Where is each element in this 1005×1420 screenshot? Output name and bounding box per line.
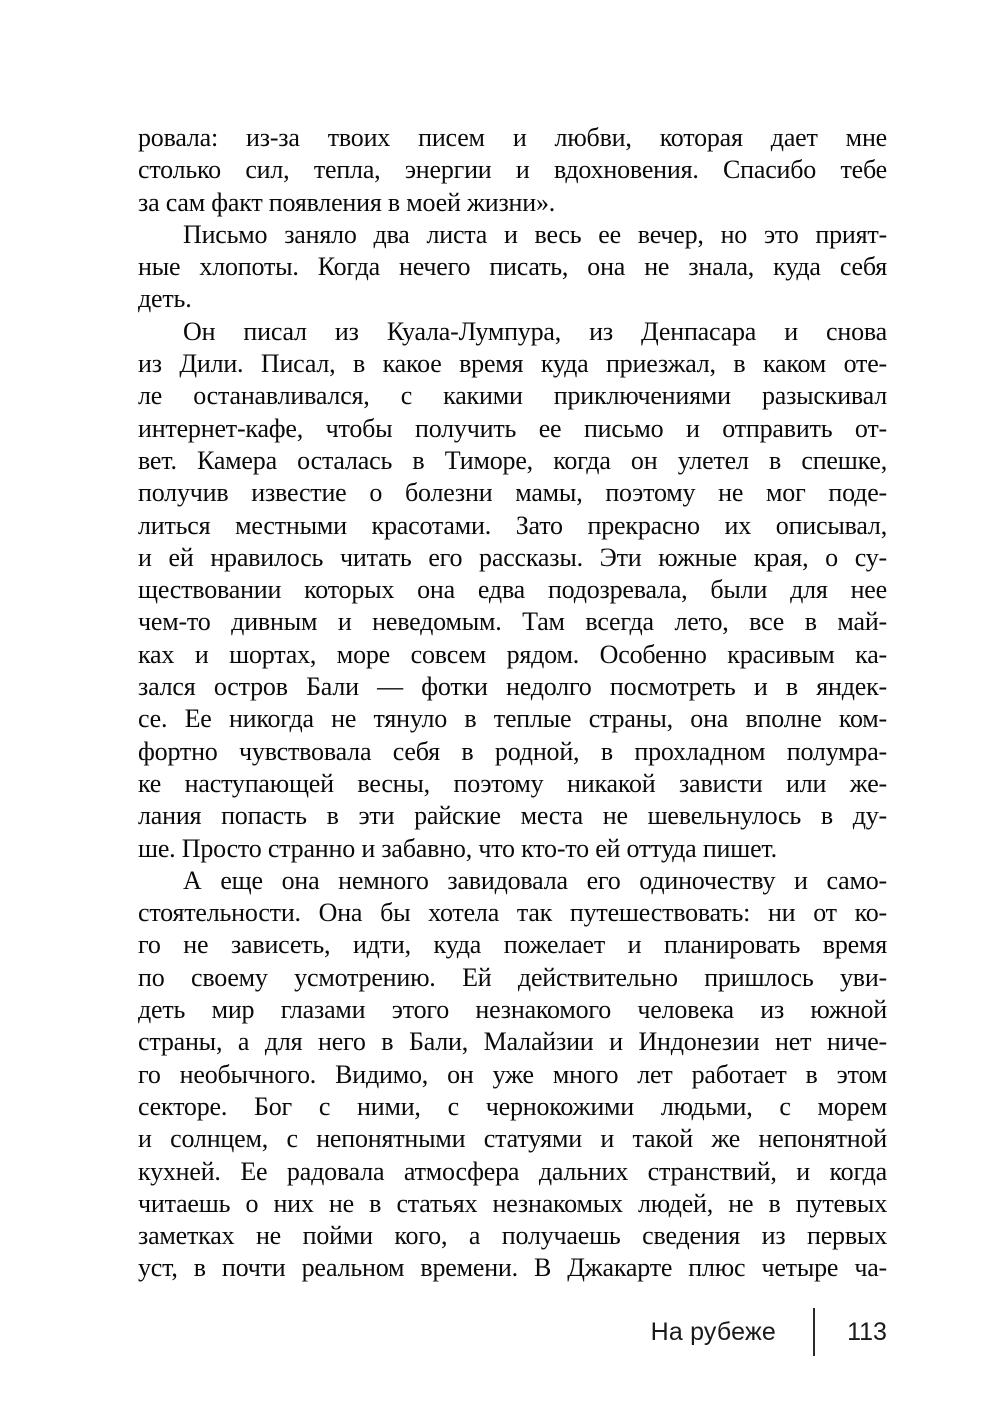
running-title: На рубеже [650, 1317, 776, 1346]
text-line: ле останавливался, с какими приключениями разыскивал [138, 381, 887, 411]
text-line: се. Ее никогда не тянуло в теплые страны, она вполне ком- [138, 704, 887, 734]
body-text [138, 122, 887, 1285]
text-line: и солнцем, с непонятными статуями и такой же непонятной [138, 1124, 887, 1154]
text-line: уст, в почти реальном времени. В Джакарте плюс четыре ча- [138, 1253, 887, 1283]
text-line: секторе. Бог с ними, с чернокожими людьми, с морем [138, 1091, 887, 1121]
page-number: 113 [847, 1317, 887, 1346]
text-line: ществовании которых она едва подозревала, были для нее [138, 575, 887, 605]
text-line: чем-то дивным и неведомым. Там всегда лето, все в май- [138, 607, 887, 637]
text-line: получив известие о болезни мамы, поэтому не мог поде- [138, 478, 887, 508]
text-line: ках и шортах, море совсем рядом. Особенно красивым ка- [138, 639, 887, 669]
text-line: стоятельности. Она бы хотела так путешествовать: ни от ко- [138, 898, 887, 928]
text-line: Письмо заняло два листа и весь ее вечер, но это прият- [183, 219, 887, 249]
text-line: деть. [138, 284, 192, 314]
footer-divider [813, 1308, 815, 1356]
text-line: ше. Просто странно и забавно, что кто-то ей оттуда пишет. [138, 833, 777, 863]
page-footer [651, 1305, 887, 1359]
text-line: ке наступающей весны, поэтому никакой зависти или же- [138, 768, 887, 798]
text-line: столько сил, тепла, энергии и вдохновения. Спасибо тебе [138, 155, 887, 185]
text-line: интернет-кафе, чтобы получить ее письмо и отправить от- [138, 413, 887, 443]
text-line: фортно чувствовала себя в родной, в прохладном полумра- [138, 736, 887, 766]
text-line: и ей нравилось читать его рассказы. Эти южные края, о су- [138, 542, 887, 572]
text-line: деть мир глазами этого незнакомого человека из южной [138, 995, 887, 1025]
text-line: лания попасть в эти райские места не шевельнулось в ду- [138, 801, 887, 831]
text-line: за сам факт появления в моей жизни». [138, 187, 556, 217]
text-line: читаешь о них не в статьях незнакомых людей, не в путевых [138, 1188, 887, 1218]
text-line: вет. Камера осталась в Тиморе, когда он улетел в спешке, [138, 445, 887, 475]
text-line: литься местными красотами. Зато прекрасно их описывал, [138, 510, 887, 540]
text-line: ные хлопоты. Когда нечего писать, она не знала, куда себя [138, 252, 887, 282]
text-line: по своему усмотрению. Ей действительно пришлось уви- [138, 962, 887, 992]
text-line: ровала: из-за твоих писем и любви, которая дает мне [138, 123, 887, 152]
text-line: А еще она немного завидовала его одиночеству и само- [183, 865, 887, 895]
text-line: кухней. Ее радовала атмосфера дальних странствий, и когда [138, 1156, 887, 1186]
text-line: Он писал из Куала-Лумпура, из Денпасара и снова [183, 316, 887, 346]
text-line: заметках не пойми кого, а получаешь сведения из первых [138, 1221, 887, 1251]
text-line: зался остров Бали — фотки недолго посмотреть и в яндек- [138, 672, 887, 702]
text-line: из Дили. Писал, в какое время куда приезжал, в каком оте- [138, 349, 887, 379]
text-line: страны, а для него в Бали, Малайзии и Индонезии нет ниче- [138, 1027, 887, 1057]
text-line: го необычного. Видимо, он уже много лет работает в этом [138, 1059, 887, 1089]
text-line: го не зависеть, идти, куда пожелает и планировать время [138, 930, 887, 960]
